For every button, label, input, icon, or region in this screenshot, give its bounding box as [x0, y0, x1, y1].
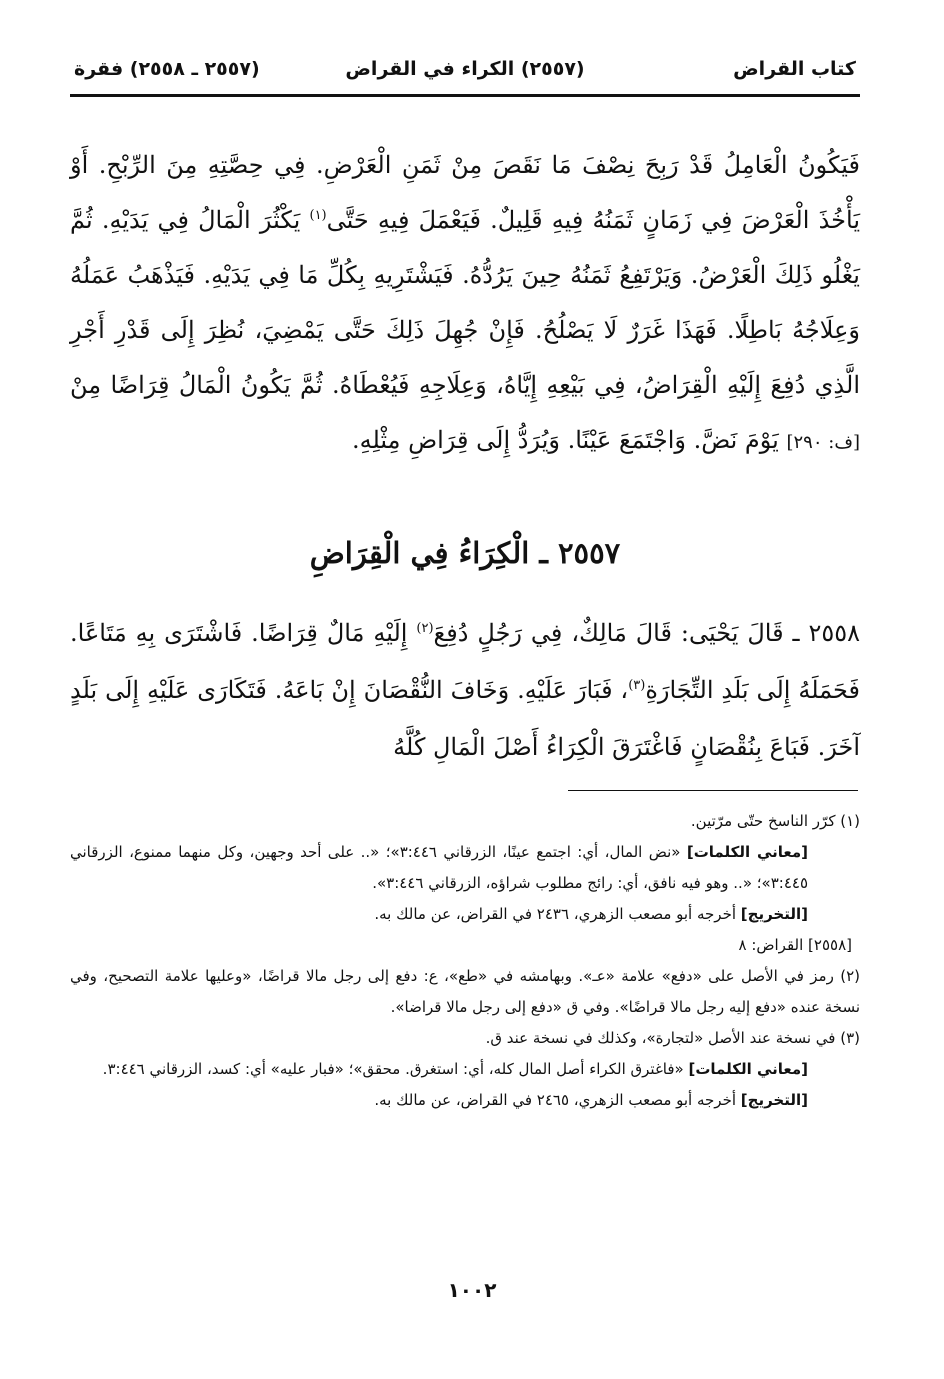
main-paragraph: [70, 138, 860, 470]
main-text-2: [70, 605, 860, 776]
footnote-marker-1: (١): [309, 208, 327, 223]
header-paragraph-range: (٢٥٥٧ ـ ٢٥٥٨) فقرة: [74, 58, 260, 80]
footnote-2: (٢) رمز في الأصل على «دفع» علامة «عـ». وبهامشه في «طع»، ع: دفع إلى رجل مالا قراضًا، «وعليها علامة التصحيح، وفي نسخة عنده «دفع إليه رجل مالا قراضًا». وفي ق «دفع إلى رجل مالا قراضا».: [70, 967, 860, 1016]
takhrij-text: أخرجه أبو مصعب الزهري، ٢٤٦٥ في القراض، عن مالك به.: [374, 1091, 741, 1109]
word-meanings-text: «فاغترق الكراء أصل المال كله، أي: استغرق. محقق»؛ «فبار عليه» أي: كسد، الزرقاني ٣:٤٤٦.: [102, 1060, 689, 1078]
main-text: [70, 138, 860, 470]
header-chapter-title: (٢٥٥٧) الكراء في القراض: [345, 58, 585, 80]
takhrij-label: [التخريج]: [740, 905, 808, 923]
folio-reference: [ف: ٢٩٠]: [786, 432, 860, 453]
takhrij-1: [70, 899, 860, 930]
footnote-1: (١) كرّر الناسخ حتّى مرّتين.: [690, 812, 860, 830]
word-meanings-1: [70, 837, 860, 899]
footnote-3: (٣) في نسخة عند الأصل «لتجارة»، وكذلك في نسخة عند ق.: [485, 1029, 860, 1047]
main-paragraph-2: [70, 605, 860, 776]
section-heading: ٢٥٥٧ ـ الْكِرَاءُ فِي الْقِرَاضِ: [309, 536, 621, 570]
page-number: ١٠٠٢: [447, 1278, 497, 1302]
text-segment: ٢٥٥٨ ـ قَالَ يَحْيَى: قَالَ مَالِكٌ، فِي رَجُلٍ دُفِعَ: [433, 619, 860, 647]
takhrij-2: [70, 1085, 860, 1116]
footnote-marker-2: (٢): [416, 621, 434, 636]
footnotes: [70, 806, 860, 1116]
text-segment: إِلَيْهِ مَالٌ قِرَاضًا. فَاشْتَرَى بِهِ مَتَاعًا. فَحَمَلَهُ إِلَى بَلَدِ التِّجَارَةِ: [70, 619, 861, 704]
footnote-marker-3: (٣): [628, 678, 646, 693]
header-rule: [70, 94, 860, 97]
paragraph-reference: [٢٥٥٨] القراض: ٨: [738, 936, 852, 954]
word-meanings-label: [معاني الكلمات]: [686, 843, 808, 861]
footnote-rule: [568, 790, 858, 791]
text-segment: ، فَبَارَ عَلَيْهِ. وَخَافَ النُّقْصَانَ إِنْ بَاعَهُ. فَتَكَارَى عَلَيْهِ إِلَى بَلَدٍ آخَرَ. فَبَاعَ بِنُقْصَانٍ فَاغْتَرَقَ الْكِرَاءُ أَصْلَ الْمَالِ كُلَّهُ: [70, 676, 860, 761]
word-meanings-text: «نض المال، أي: اجتمع عينًا، الزرقاني ٣:٤٤٦»؛ «.. على أحد وجهين، وكل منهما ممنوع، الزرقاني ٣:٤٤٥»؛ «.. وهو فيه نافق، أي: رائج مطلوب شراؤه، الزرقاني ٣:٤٤٦».: [70, 843, 808, 892]
header-book-title: كتاب القراض: [733, 58, 856, 80]
text-segment: فَيَكُونُ الْعَامِلُ قَدْ رَبِحَ نِصْفَ مَا نَقَصَ مِنْ ثَمَنِ الْعَرْضِ. فِي حِصَّتِهِ مِنَ الرِّبْحِ. أَوْ يَأْخُذَ الْعَرْضَ فِي زَمَانٍ ثَمَنُهُ فِيهِ قَلِيلٌ. فَيَعْمَلَ فِيهِ حَتَّى: [70, 151, 861, 234]
word-meanings-label: [معاني الكلمات]: [688, 1060, 808, 1078]
running-header: [70, 58, 860, 94]
takhrij-label: [التخريج]: [740, 1091, 808, 1109]
word-meanings-2: [70, 1054, 860, 1085]
text-segment: يَوْمَ نَضَّ. وَاجْتَمَعَ عَيْنًا. وَيُرَدُّ إِلَى قِرَاضِ مِثْلِهِ.: [351, 426, 787, 454]
text-segment: يَكْثُرَ الْمَالُ فِي يَدَيْهِ. ثُمَّ يَغْلُو ذَلِكَ الْعَرْضُ. وَيَرْتَفِعُ ثَمَنُهُ حِينَ يَرُدُّهُ. فَيَشْتَرِيهِ بِكُلِّ مَا فِي يَدَيْهِ. فَيَذْهَبُ عَمَلُهُ وَعِلَاجُهُ بَاطِلًا. فَهَذَا غَرَرٌ لَا يَصْلُحُ. فَإِنْ جُهِلَ ذَلِكَ حَتَّى يَمْضِيَ، نُظِرَ إِلَى قَدْرِ أَجْرِ الَّذِي دُفِعَ إِلَيْهِ الْقِرَاضُ، فِي بَيْعِهِ إِيَّاهُ، وَعِلَاجِهِ فَيُعْطَاهُ. ثُمَّ يَكُونُ الْمَالُ قِرَاضًا مِنْ: [70, 206, 860, 399]
takhrij-text: أخرجه أبو مصعب الزهري، ٢٤٣٦ في القراض، عن مالك به.: [374, 905, 741, 923]
